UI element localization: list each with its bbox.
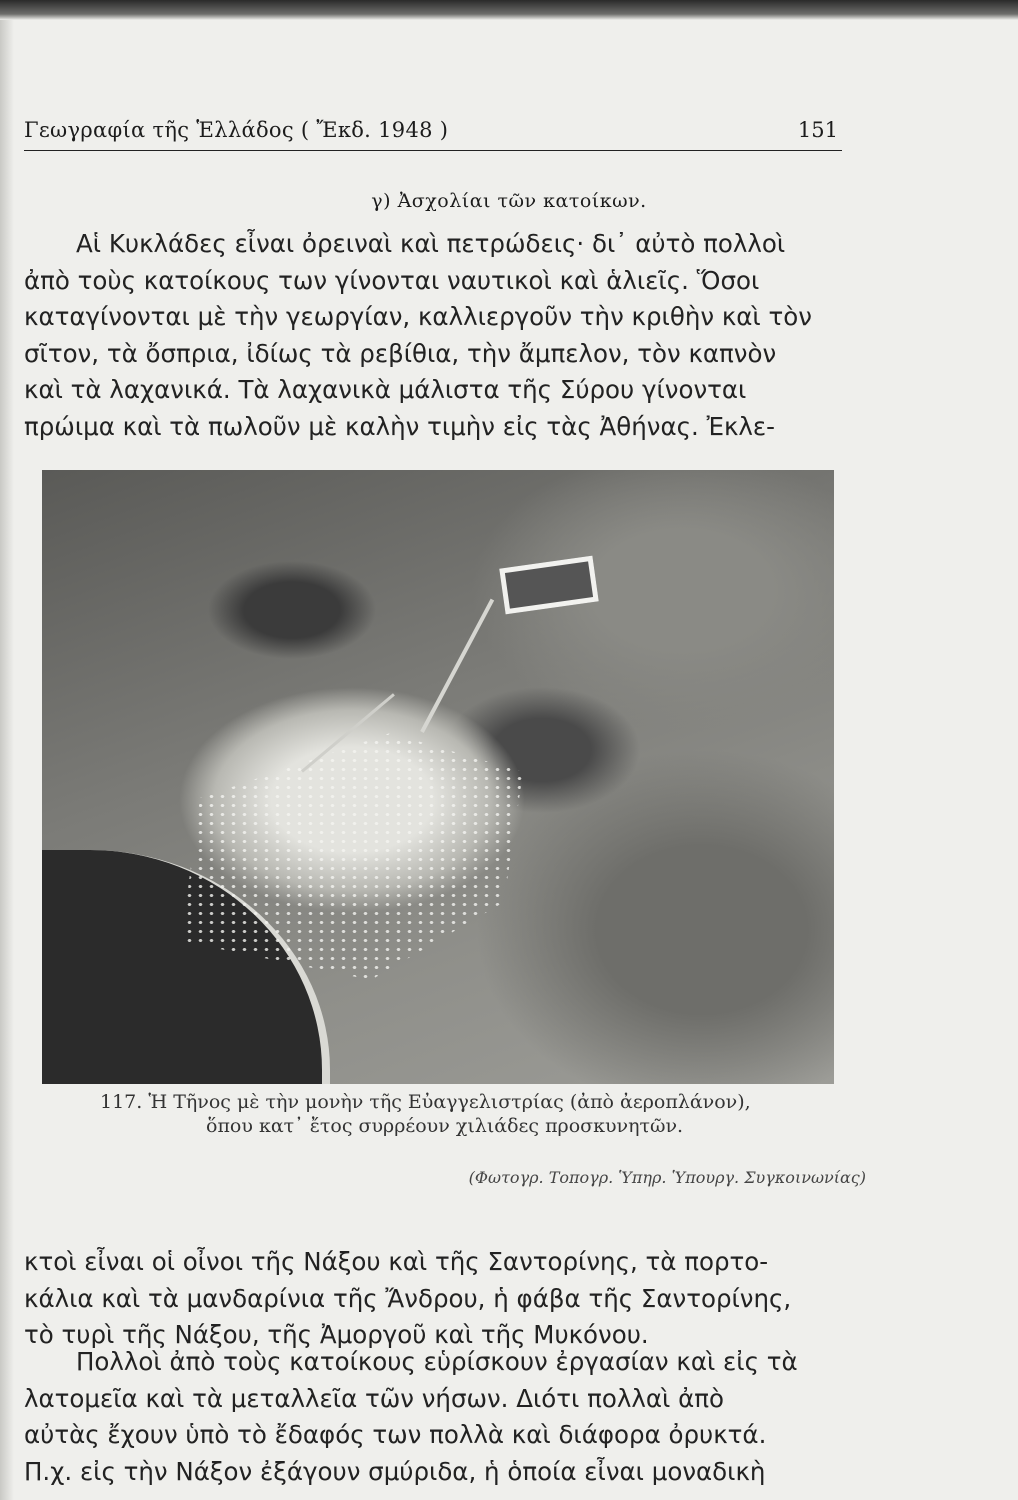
figure-credit: (Φωτογρ. Τοπογρ. Ὑπηρ. Ὑπουργ. Συγκοινωνίας) <box>468 1168 866 1187</box>
text-line: Π.χ. εἰς τὴν Νάξον ἐξάγουν σμύριδα, ἡ ὁποία εἶναι μοναδικὴ <box>24 1456 766 1486</box>
text-line: αὐτὰς ἔχουν ὑπὸ τὸ ἔδαφός των πολλὰ καὶ διάφορα ὀρυκτά. <box>24 1420 767 1449</box>
text-line: τὸ τυρὶ τῆς Νάξου, τῆς Ἀμοργοῦ καὶ τῆς Μυκόνου. <box>24 1320 649 1349</box>
page-gutter-shadow <box>0 20 14 1500</box>
text-line: Πολλοὶ ἀπὸ τοὺς κατοίκους εὑρίσκουν ἐργασίαν καὶ εἰς τὰ <box>76 1347 798 1376</box>
section-heading: γ) Ἀσχολίαι τῶν κατοίκων. <box>371 190 647 212</box>
figure-caption <box>100 1090 840 1138</box>
text-line: κτοὶ εἶναι οἱ οἶνοι τῆς Νάξου καὶ τῆς Σαντορίνης, τὰ πορτο- <box>24 1247 769 1276</box>
text-line: καταγίνονται μὲ τὴν γεωργίαν, καλλιεργοῦν τὴν κριθὴν καὶ τὸν <box>24 302 812 331</box>
photo-monastery <box>499 556 598 615</box>
figure-caption-line: 117. Ἡ Τῆνος μὲ τὴν μονὴν τῆς Εὐαγγελιστρίας (ἀπὸ ἀεροπλάνον), <box>100 1091 751 1113</box>
running-head-title: Γεωγραφία τῆς Ἑλλάδος ( Ἔκδ. 1948 ) <box>24 118 449 142</box>
photo-town <box>162 720 542 980</box>
text-line: σῖτον, τὰ ὄσπρια, ἰδίως τὰ ρεβίθια, τὴν ἄμπελον, τὸν καπνὸν <box>24 338 777 368</box>
page-top-shadow <box>0 0 1018 20</box>
text-line: πρώιμα καὶ τὰ πωλοῦν μὲ καλὴν τιμὴν εἰς τὰς Ἀθήνας. Ἐκλε- <box>24 411 776 441</box>
text-line: ἀπὸ τοὺς κατοίκους των γίνονται ναυτικοὶ καὶ ἁλιεῖς. Ὅσοι <box>24 265 760 295</box>
text-line: κάλια καὶ τὰ μανδαρίνια τῆς Ἄνδρου, ἡ φάβα τῆς Σαντορίνης, <box>24 1283 792 1313</box>
text-line: καὶ τὰ λαχανικά. Τὰ λαχανικὰ μάλιστα τῆς Σύρου γίνονται <box>24 375 747 404</box>
figure-caption-line: ὅπου κατ᾽ ἔτος συρρέουν χιλιάδες προσκυνητῶν. <box>206 1115 684 1137</box>
text-line: Αἱ Κυκλάδες εἶναι ὀρειναὶ καὶ πετρώδεις· δι᾽ αὐτὸ πολλοὶ <box>76 229 786 258</box>
paragraph-mining <box>24 1344 854 1490</box>
paragraph-occupations <box>24 226 854 445</box>
aerial-photo-tinos <box>42 470 834 1084</box>
page-number: 151 <box>797 118 838 142</box>
running-head <box>24 118 842 151</box>
paragraph-products <box>24 1244 854 1354</box>
text-line: λατομεῖα καὶ τὰ μεταλλεῖα τῶν νήσων. Διότι πολλαὶ ἀπὸ <box>24 1383 724 1413</box>
photo-road <box>420 599 494 733</box>
